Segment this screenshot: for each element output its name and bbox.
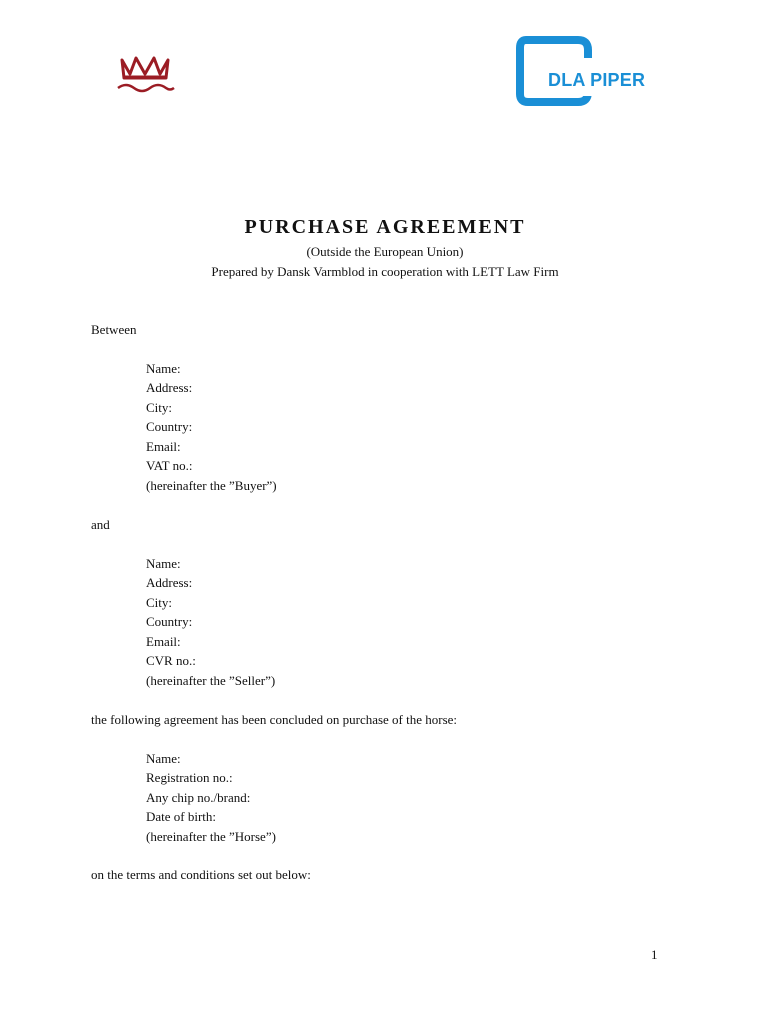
buyer-name-label: Name: xyxy=(146,361,181,376)
and-label: and xyxy=(91,517,110,532)
horse-name-label: Name: xyxy=(146,751,181,766)
buyer-city-label: City: xyxy=(146,400,173,415)
buyer-country-label: Country: xyxy=(146,419,193,434)
buyer-email-label: Email: xyxy=(146,439,181,454)
seller-city-label: City: xyxy=(146,595,173,610)
horse-registration-label: Registration no.: xyxy=(146,770,233,785)
buyer-address-label: Address: xyxy=(146,380,193,395)
horse-dob-label: Date of birth: xyxy=(146,809,217,824)
seller-address-label: Address: xyxy=(146,575,193,590)
between-label: Between xyxy=(91,322,137,337)
seller-country-label: Country: xyxy=(146,614,193,629)
buyer-hereinafter: (hereinafter the ”Buyer”) xyxy=(146,478,277,493)
seller-email-label: Email: xyxy=(146,634,181,649)
terms-intro-text: on the terms and conditions set out below: xyxy=(91,867,311,882)
seller-cvr-label: CVR no.: xyxy=(146,653,196,668)
document-subtitle-prepared-by: Prepared by Dansk Varmblod in cooperation with LETT Law Firm xyxy=(211,264,559,279)
buyer-vat-label: VAT no.: xyxy=(146,458,193,473)
seller-hereinafter: (hereinafter the ”Seller”) xyxy=(146,673,276,688)
crown-wave-logo-icon xyxy=(112,48,178,96)
horse-intro-text: the following agreement has been concluded on purchase of the horse: xyxy=(91,712,458,727)
seller-name-label: Name: xyxy=(146,556,181,571)
horse-chip-label: Any chip no./brand: xyxy=(146,790,251,805)
dla-piper-logo-text: DLA PIPER xyxy=(546,68,647,96)
document-subtitle-scope: (Outside the European Union) xyxy=(306,244,464,259)
document-title: PURCHASE AGREEMENT xyxy=(244,216,526,238)
dla-piper-logo xyxy=(516,36,646,106)
page-number: 1 xyxy=(651,947,658,962)
horse-hereinafter: (hereinafter the ”Horse”) xyxy=(146,829,276,844)
